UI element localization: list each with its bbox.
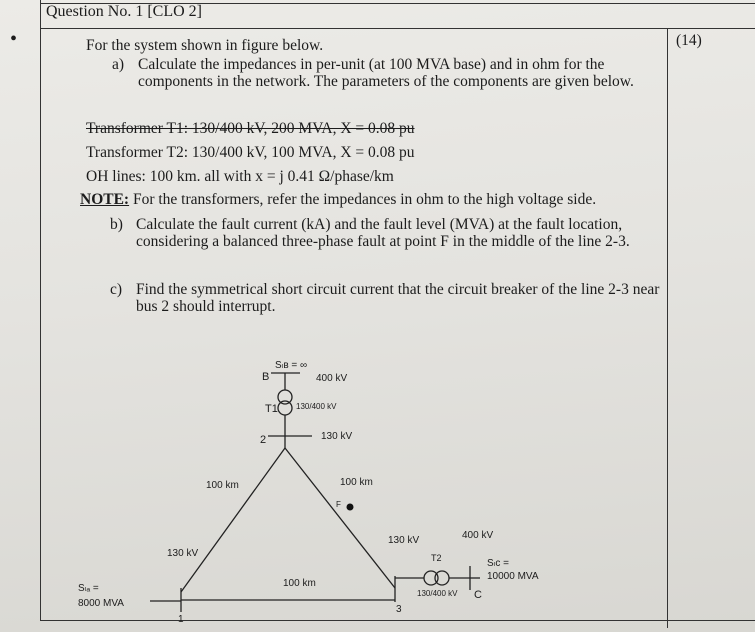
v-130-top: 130 kV [321, 431, 353, 442]
t2-label: T2 [431, 553, 442, 563]
question-title: Question No. 1 [CLO 2] [46, 3, 202, 20]
bus-2-label: 2 [260, 434, 267, 446]
part-c-label: c) [110, 281, 123, 298]
param-t2: Transformer T2: 130/400 kV, 100 MVA, X = 0.08 pu [86, 144, 415, 161]
line-right-length: 100 km [340, 477, 373, 488]
part-a-text: Calculate the impedances in per-unit (at 100 MVA base) and in ohm for the components in the network. The parameters of the components are given below. [138, 56, 634, 90]
s-la-line-2: 8000 MVA [78, 598, 124, 609]
param-oh: OH lines: 100 km. all with x = j 0.41 Ω/phase/km [86, 168, 394, 185]
part-b-label: b) [110, 216, 123, 233]
t1-winding-bottom [278, 401, 292, 415]
v-400-top: 400 kV [316, 373, 348, 384]
bus-c-label: C [474, 589, 482, 601]
note-label: NOTE: [80, 191, 130, 208]
s-lc-line-2: 10000 MVA [487, 571, 539, 582]
t2-ratio: 130/400 kV [417, 589, 458, 598]
bus-b-label: B [262, 371, 270, 383]
v-400-right: 400 kV [462, 530, 494, 541]
v-130-right: 130 kV [388, 535, 420, 546]
t1-label: T1 [265, 403, 278, 415]
s-la-line-1: Sₗₐ = [78, 583, 99, 594]
fault-label: F [336, 500, 341, 509]
marks-label: (14) [676, 32, 702, 49]
line-1-2 [181, 448, 285, 592]
part-c-text: Find the symmetrical short circuit current that the circuit breaker of the line 2-3 near bus 2 should interrupt. [136, 281, 660, 315]
bus-1-label: 1 [178, 614, 184, 625]
t2-winding-left [424, 571, 438, 585]
v-130-left: 130 kV [167, 548, 199, 559]
s-lb-label: Sₗʙ = ∞ [275, 360, 308, 371]
t2-winding-right [435, 571, 449, 585]
line-left-length: 100 km [206, 480, 239, 491]
part-b-text: Calculate the fault current (kA) and the fault level (MVA) at the fault location, considering a balanced three-phase fault at point F in the middle of the line 2-3. [136, 216, 630, 250]
param-t1: Transformer T1: 130/400 kV, 200 MVA, X = 0.08 pu [86, 120, 415, 137]
fault-point-marker [347, 504, 354, 511]
line-2-3 [285, 448, 395, 588]
part-a-label: a) [112, 56, 125, 73]
bus-3-label: 3 [396, 604, 402, 615]
bullet-dot: • [10, 28, 18, 50]
note-text: For the transformers, refer the impedances in ohm to the high voltage side. [132, 191, 597, 208]
s-lc-line-1: Sₗᴄ = [487, 558, 509, 569]
line-bottom-length: 100 km [283, 578, 316, 589]
intro-text: For the system shown in figure below. [86, 37, 324, 54]
t1-ratio: 130/400 kV [296, 402, 337, 411]
t1-winding-top [278, 390, 292, 404]
